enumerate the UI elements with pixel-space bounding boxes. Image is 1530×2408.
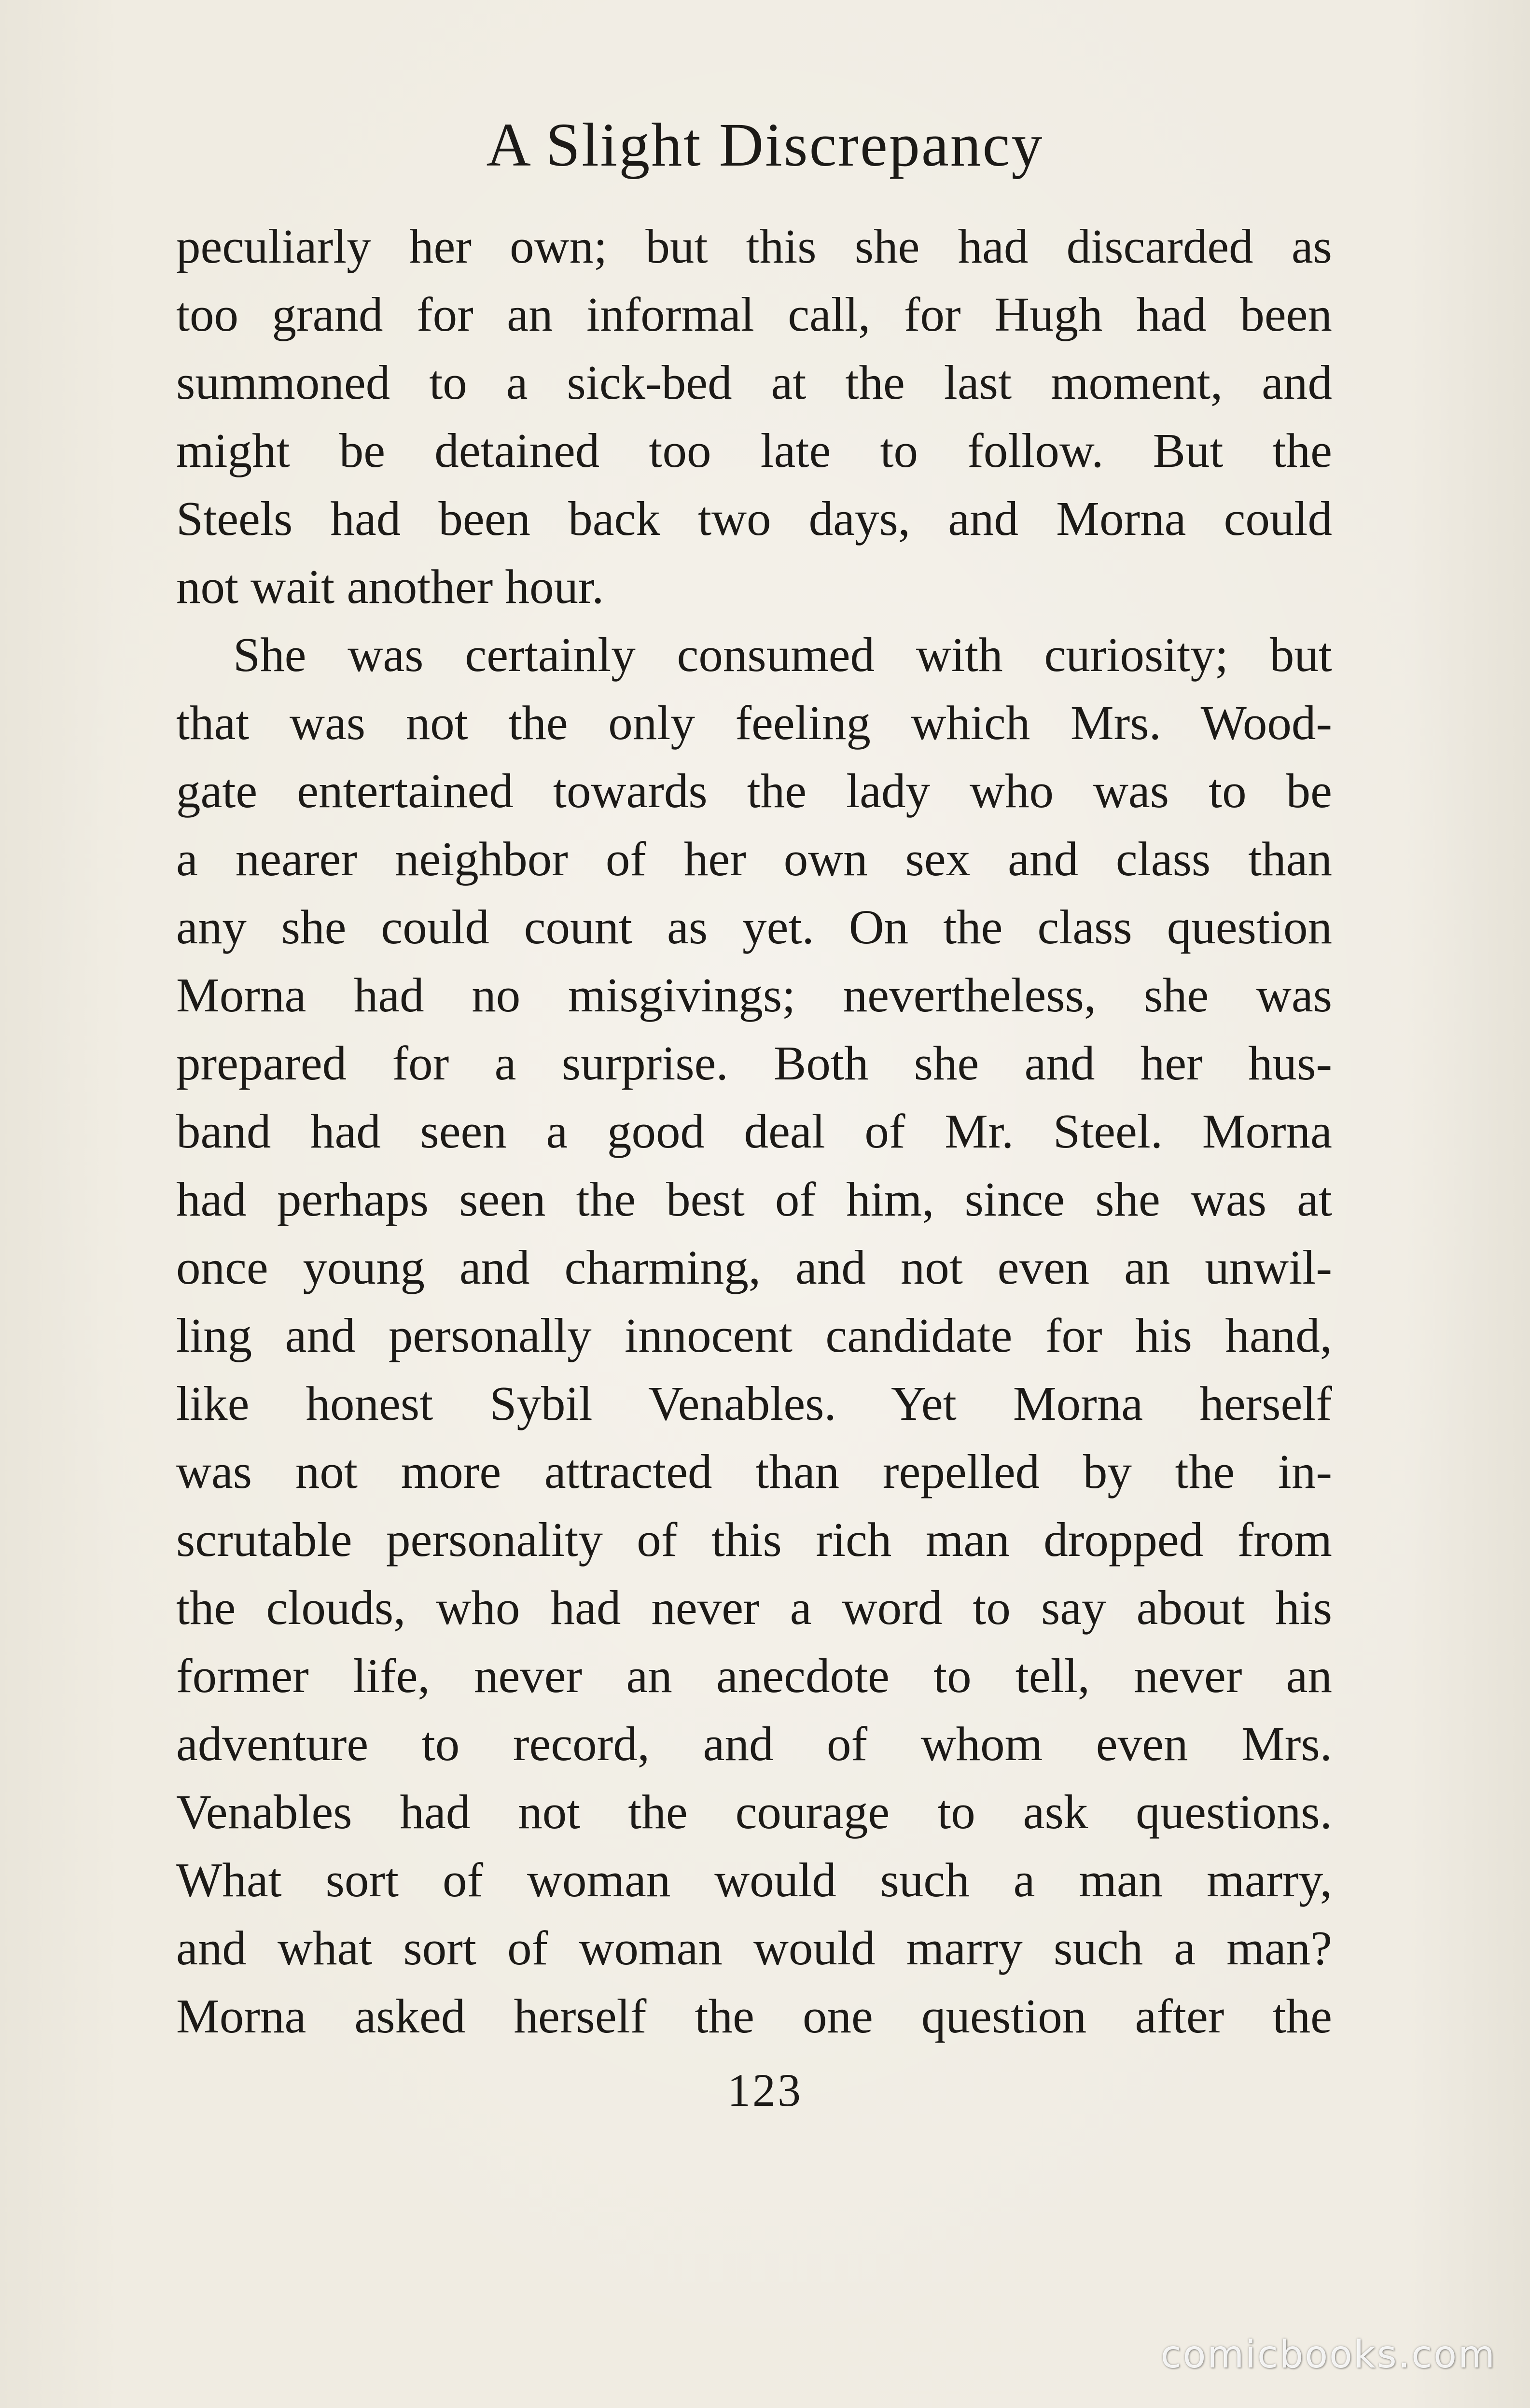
text-line: summoned to a sick-bed at the last moment, and [176,355,1332,409]
page-number: 123 [727,2064,803,2116]
body-text [176,212,1332,2050]
text-line: Venables had not the courage to ask questions. [176,1785,1332,1839]
text-line: Morna asked herself the one question after the [176,1989,1332,2043]
text-line: might be detained too late to follow. But the [176,423,1332,477]
text-line: She was certainly consumed with curiosity; but [233,628,1332,682]
text-line: gate entertained towards the lady who was to be [176,764,1332,818]
text-line: not wait another hour. [176,560,604,614]
text-line: that was not the only feeling which Mrs. Wood- [176,696,1332,750]
text-line: any she could count as yet. On the class question [176,900,1332,954]
text-line: former life, never an anecdote to tell, never an [176,1649,1332,1703]
text-line: like honest Sybil Venables. Yet Morna herself [176,1376,1332,1430]
text-line: a nearer neighbor of her own sex and class than [176,832,1332,886]
text-line: had perhaps seen the best of him, since she was at [176,1172,1332,1226]
text-line: Morna had no misgivings; nevertheless, she was [176,968,1332,1022]
text-line: and what sort of woman would marry such a man? [176,1921,1332,1975]
running-head: A Slight Discrepancy [486,111,1044,179]
text-line: ling and personally innocent candidate for his hand, [176,1308,1332,1362]
text-line: was not more attracted than repelled by the in- [176,1444,1332,1498]
text-line: prepared for a surprise. Both she and her hus- [176,1036,1332,1090]
text-line: Steels had been back two days, and Morna could [176,491,1332,546]
text-line: What sort of woman would such a man marry, [176,1853,1332,1907]
text-line: scrutable personality of this rich man dropped from [176,1512,1332,1567]
text-line: band had seen a good deal of Mr. Steel. Morna [176,1104,1332,1158]
text-line: once young and charming, and not even an unwil- [176,1240,1332,1294]
text-line: adventure to record, and of whom even Mrs. [176,1717,1332,1771]
text-line: the clouds, who had never a word to say about his [176,1581,1332,1635]
text-line: peculiarly her own; but this she had discarded as [176,219,1332,273]
watermark: comicbooks.com [1160,2333,1496,2377]
text-line: too grand for an informal call, for Hugh had been [176,287,1332,341]
